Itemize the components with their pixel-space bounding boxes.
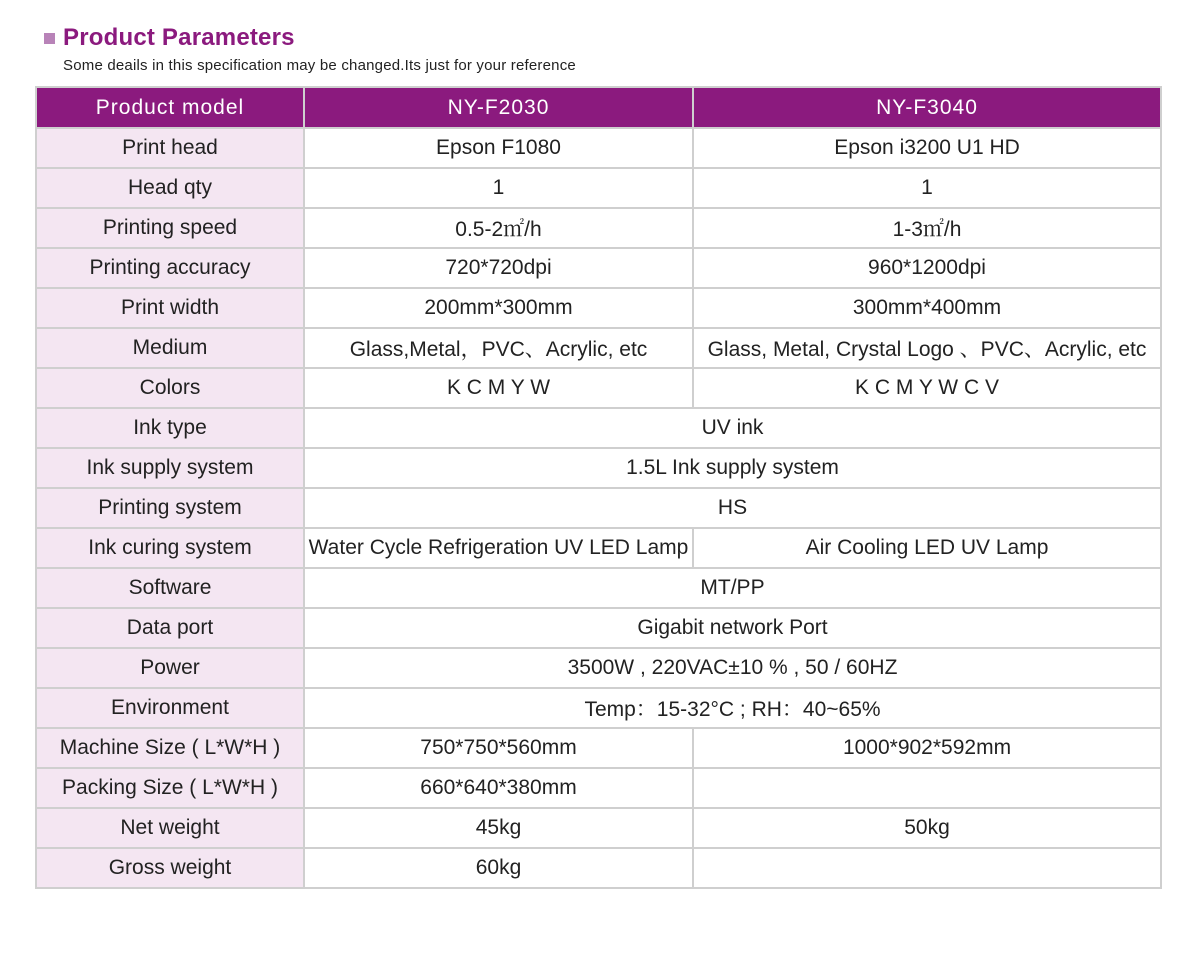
table-row [36, 448, 1161, 488]
row-model-a-value-cell: 0.5-2㎡/h [304, 208, 693, 248]
table-row [36, 808, 1161, 848]
row-model-b-value-cell [693, 768, 1161, 808]
row-model-b-value-cell: K C M Y W C V [693, 368, 1161, 408]
row-merged-value-cell: HS [304, 488, 1161, 528]
table-row [36, 768, 1161, 808]
table-row [36, 848, 1161, 888]
row-model-b-value-cell [693, 848, 1161, 888]
row-merged-value-cell: MT/PP [304, 568, 1161, 608]
row-model-a-value-cell: 200mm*300mm [304, 288, 693, 328]
row-model-a-value-cell: Water Cycle Refrigeration UV LED Lamp [304, 528, 693, 568]
row-model-b-value-cell: 1 [693, 168, 1161, 208]
table-row [36, 248, 1161, 288]
row-model-a-value-cell: 45kg [304, 808, 693, 848]
row-label-cell: Printing speed [36, 208, 304, 248]
row-merged-value-cell: UV ink [304, 408, 1161, 448]
row-model-a-value-cell: 60kg [304, 848, 693, 888]
header-model-a-cell: NY-F2030 [304, 87, 693, 128]
table-header-row [36, 87, 1161, 128]
table-row [36, 528, 1161, 568]
row-label-cell: Packing Size ( L*W*H ) [36, 768, 304, 808]
row-model-b-value-cell: Glass, Metal, Crystal Logo 、PVC、Acrylic, etc [693, 328, 1161, 368]
table-row [36, 208, 1161, 248]
row-model-b-value-cell: 300mm*400mm [693, 288, 1161, 328]
heading-bullet-icon [44, 33, 55, 44]
row-model-b-value-cell: 1-3㎡/h [693, 208, 1161, 248]
row-model-b-value-cell: Air Cooling LED UV Lamp [693, 528, 1161, 568]
product-parameters-table [35, 86, 1162, 889]
row-label-cell: Ink type [36, 408, 304, 448]
table-row [36, 368, 1161, 408]
row-label-cell: Print width [36, 288, 304, 328]
row-label-cell: Data port [36, 608, 304, 648]
table-row [36, 648, 1161, 688]
table-row [36, 128, 1161, 168]
row-label-cell: Ink curing system [36, 528, 304, 568]
row-model-b-value-cell: 960*1200dpi [693, 248, 1161, 288]
table-row [36, 168, 1161, 208]
row-label-cell: Power [36, 648, 304, 688]
row-model-a-value-cell: 1 [304, 168, 693, 208]
section-heading [44, 24, 295, 52]
row-label-cell: Ink supply system [36, 448, 304, 488]
row-label-cell: Medium [36, 328, 304, 368]
page-subtitle: Some deails in this specification may be changed.Its just for your reference [63, 57, 576, 74]
row-label-cell: Print head [36, 128, 304, 168]
table-row [36, 688, 1161, 728]
row-model-a-value-cell: Glass,Metal，PVC、Acrylic, etc [304, 328, 693, 368]
row-label-cell: Net weight [36, 808, 304, 848]
table-row [36, 288, 1161, 328]
row-merged-value-cell: Temp：15-32°C ; RH：40~65% [304, 688, 1161, 728]
table-body [36, 128, 1161, 888]
header-label-cell: Product model [36, 87, 304, 128]
row-model-b-value-cell: 1000*902*592mm [693, 728, 1161, 768]
row-label-cell: Machine Size ( L*W*H ) [36, 728, 304, 768]
row-label-cell: Printing system [36, 488, 304, 528]
table-row [36, 728, 1161, 768]
row-label-cell: Software [36, 568, 304, 608]
table-row [36, 608, 1161, 648]
row-merged-value-cell: Gigabit network Port [304, 608, 1161, 648]
row-model-a-value-cell: 750*750*560mm [304, 728, 693, 768]
row-label-cell: Printing accuracy [36, 248, 304, 288]
row-model-a-value-cell: Epson F1080 [304, 128, 693, 168]
row-label-cell: Head qty [36, 168, 304, 208]
row-label-cell: Colors [36, 368, 304, 408]
row-model-b-value-cell: 50kg [693, 808, 1161, 848]
table-row [36, 328, 1161, 368]
row-model-b-value-cell: Epson i3200 U1 HD [693, 128, 1161, 168]
row-model-a-value-cell: 720*720dpi [304, 248, 693, 288]
row-model-a-value-cell: 660*640*380mm [304, 768, 693, 808]
page-title: Product Parameters [63, 24, 295, 51]
row-label-cell: Environment [36, 688, 304, 728]
row-label-cell: Gross weight [36, 848, 304, 888]
table-row [36, 408, 1161, 448]
row-merged-value-cell: 1.5L Ink supply system [304, 448, 1161, 488]
table-row [36, 488, 1161, 528]
row-merged-value-cell: 3500W , 220VAC±10 % , 50 / 60HZ [304, 648, 1161, 688]
row-model-a-value-cell: K C M Y W [304, 368, 693, 408]
header-model-b-cell: NY-F3040 [693, 87, 1161, 128]
table-row [36, 568, 1161, 608]
